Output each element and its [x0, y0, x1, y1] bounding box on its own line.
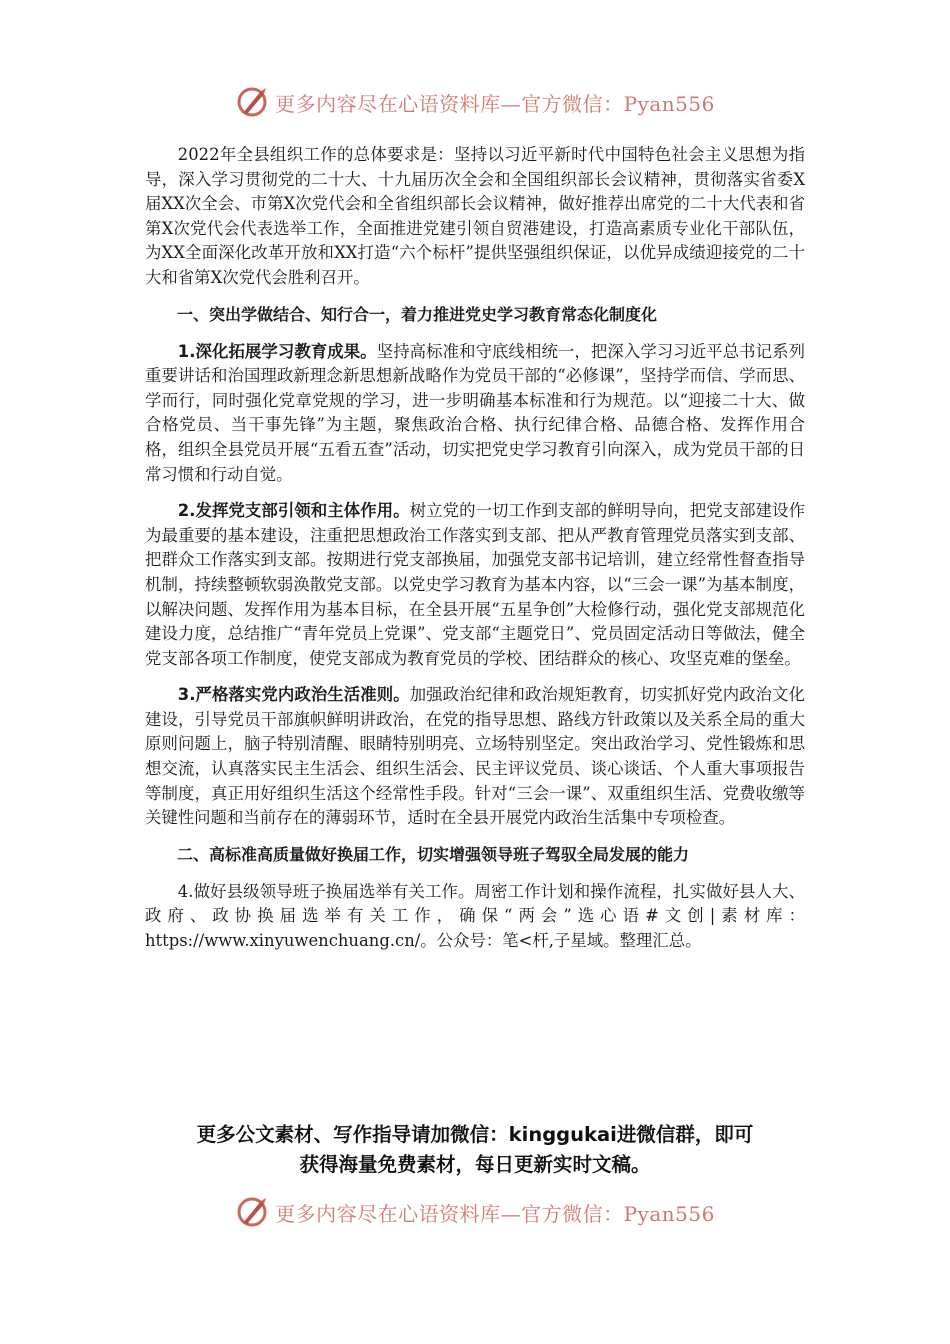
document-body	[145, 143, 805, 966]
header-banner-text: 更多内容尽在心语资料库—官方微信：Pyan556	[275, 91, 715, 116]
item-2-body: 树立党的一切工作到支部的鲜明导向，把党支部建设作为最重要的基本建设，注重把思想政治工作落实到支部、把从严教育管理党员落实到支部、把群众工作落实到支部。按期进行党支部换届，加强党支部书记培训，建立经常性督查指导机制，持续整顿软弱涣散党支部。以党史学习教育为基本内容，以“三会一课”为基本制度，以解决问题、发挥作用为基本目标，在全县开展“五星争创”大检修行动，强化党支部规范化建设力度，总结推广“青年党员上党课”、党支部“主题党日”、党员固定活动日等做法，健全党支部各项工作制度，使党支部成为教育党员的学校、团结群众的核心、攻坚克难的堡垒。	[145, 501, 805, 668]
item-2-lead: 2.发挥党支部引领和主体作用。	[177, 501, 410, 521]
footer-banner	[0, 1190, 950, 1234]
section-2-heading: 二、高标准高质量做好换届工作，切实增强领导班子驾驭全局发展的能力	[177, 844, 690, 864]
footer-banner-text: 更多内容尽在心语资料库—官方微信：Pyan556	[275, 1201, 715, 1226]
item-3-paragraph	[145, 683, 805, 831]
item-1-body: 坚持高标准和守底线相统一，把深入学习习近平总书记系列重要讲话和治国理政新理念新思想新战略作为党员干部的“必修课”，坚持学而信、学而思、学而行，同时强化党章党规的学习，进一步明确基本标准和行为规范。以“迎接二十大、做合格党员、当干事先锋”为主题，聚焦政治合格、执行纪律合格、品德合格、发挥作用合格，组织全县党员开展“五看五查”活动，切实把党史学习教育引向深入，成为党员干部的日常习惯和行动自觉。	[145, 341, 805, 484]
promo-notice	[130, 1120, 820, 1180]
item-4-paragraph: 4.做好县级领导班子换届选举有关工作。周密工作计划和操作流程，扎实做好县人大、政府、政协换届选举有关工作，确保“两会”选心语#文创|素材库：https://www.xinyuwenchuang.cn/。公众号：笔<杆,子星域。整理汇总。	[145, 881, 805, 951]
header-banner	[0, 80, 950, 124]
quill-pen-logo-icon	[235, 1195, 269, 1229]
item-1-lead: 1.深化拓展学习教育成果。	[177, 341, 377, 361]
intro-paragraph: 2022年全县组织工作的总体要求是：坚持以习近平新时代中国特色社会主义思想为指导，深入学习贯彻党的二十大、十九届历次全会和全国组织部长会议精神，贯彻落实省委X届XX次全会、市第X次党代会和全省组织部长会议精神，做好推荐出席党的二十大代表和省第X次党代会代表选举工作，全面推进党建引领自贸港建设，打造高素质专业化干部队伍，为XX全面深化改革开放和XX打造“六个标杆”提供坚强组织保证，以优异成绩迎接党的二十大和省第X次党代会胜利召开。	[145, 145, 805, 287]
item-3-body: 加强政治纪律和政治规矩教育，切实抓好党内政治文化建设，引导党员干部旗帜鲜明讲政治，在党的指导思想、路线方针政策以及关系全局的重大原则问题上，脑子特别清醒、眼睛特别明亮、立场特别坚定。突出政治学习、党性锻炼和思想交流，认真落实民主生活会、组织生活会、民主评议党员、谈心谈话、个人重大事项报告等制度，真正用好组织生活这个经常性手段。针对“三会一课”、双重组织生活、党费收缴等关键性问题和当前存在的薄弱环节，适时在全县开展党内政治生活集中专项检查。	[145, 685, 805, 828]
item-3-lead: 3.严格落实党内政治生活准则。	[177, 685, 410, 705]
item-1-paragraph	[145, 340, 805, 488]
quill-pen-logo-icon	[235, 85, 269, 119]
section-1-heading: 一、突出学做结合、知行合一，着力推进党史学习教育常态化制度化	[177, 304, 658, 324]
promo-line-2: 获得海量免费素材，每日更新实时文稿。	[299, 1153, 651, 1176]
promo-line-1: 更多公文素材、写作指导请加微信：kinggukai进微信群，即可	[196, 1123, 754, 1146]
item-2-paragraph	[145, 499, 805, 671]
